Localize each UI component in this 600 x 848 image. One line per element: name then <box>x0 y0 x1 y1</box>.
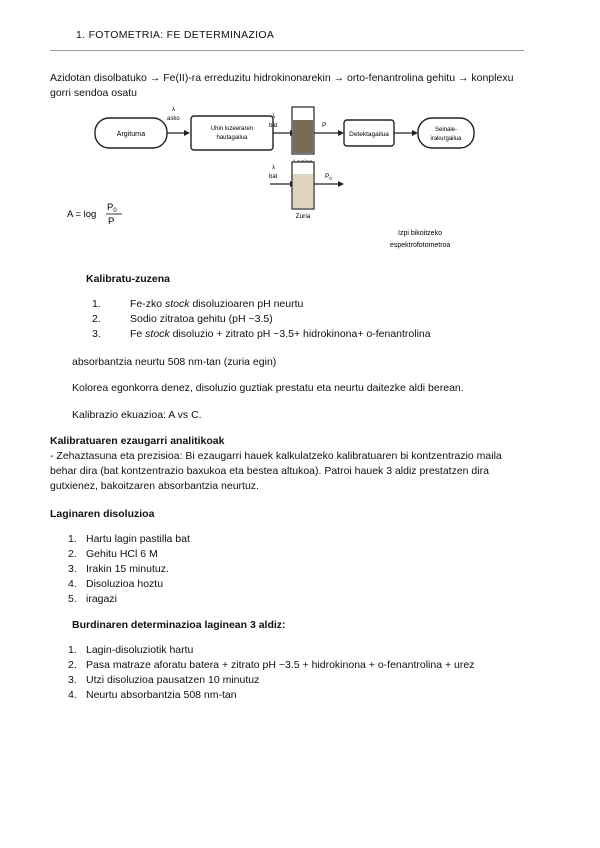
header-divider <box>50 50 524 51</box>
dissolution-step: 4. Disoluzioa hoztu <box>68 578 164 590</box>
dissolution-title: Laginaren disoluzioa <box>50 508 155 520</box>
blank-label: Zuria <box>295 213 311 220</box>
intro-line-2: gorri sendoa osatu <box>50 87 137 99</box>
detector-label: Detektagailua <box>349 131 389 138</box>
dissolution-step: 3. Irakin 15 minutuz. <box>68 563 169 575</box>
lambda-label-1: λ <box>172 107 175 113</box>
analytical-line-2: behar dira (bat kontzentrazio baxukoa eta bestea altukoa). Patroi hauek 3 aldiz prestatzen dira <box>50 465 489 477</box>
calibration-step: 1. Fe-zko stock disoluzioaren pH neurtu <box>92 298 304 310</box>
spectrophotometer-diagram <box>60 104 490 257</box>
lambda-label-3: λ <box>272 165 275 171</box>
asko-label: asko <box>167 116 180 122</box>
readout-label-1: Seinale- <box>434 127 458 133</box>
blank-cuvette <box>292 162 314 209</box>
selector-box <box>191 116 273 150</box>
dissolution-step: 1. Hartu lagin pastilla bat <box>68 533 190 545</box>
bat-label-1: bat <box>269 123 278 129</box>
iron-step: 2. Pasa matraze aforatu batera + zitrato pH ~3.5 + hidrokinona + o-fenantrolina + urez <box>68 659 475 671</box>
dissolution-step: 2. Gehitu HCl 6 M <box>68 548 158 560</box>
calibration-equation: Kalibrazio ekuazioa: A vs C. <box>72 409 202 421</box>
p-label: P <box>322 122 327 129</box>
analytical-line-1: - Zehaztasuna eta prezisioa: Bi ezaugarri hauek kalkulatzeko kalibratuaren bi kontzentrazio maila <box>50 450 502 462</box>
analytical-line-3: gutxienez, bakoitzaren absorbantzia neurtuz. <box>50 480 259 492</box>
intro-line-1: Azidotan disolbatuko → Fe(II)-ra erreduzitu hidrokinonarekin → orto-fenantrolina gehitu → konplexu <box>50 72 514 84</box>
iron-title: Burdinaren determinazioa laginean 3 aldiz: <box>72 619 286 631</box>
readout-box <box>418 118 474 148</box>
selector-label-2: hautagailua <box>216 135 248 141</box>
calibration-step: 2. Sodio zitratoa gehitu (pH ~3.5) <box>92 313 273 325</box>
readout-label-2: irakurgailua <box>430 136 462 142</box>
analytical-title: Kalibratuaren ezaugarri analitikoak <box>50 435 225 447</box>
formula-denominator: P <box>108 216 115 227</box>
caption-line-1: Izpi bikoitzeko <box>398 230 442 237</box>
absorbance-note: absorbantzia neurtu 508 nm-tan (zuria egin) <box>72 356 277 368</box>
intro-text <box>50 71 535 101</box>
bat-label-2: bat <box>269 174 278 180</box>
stability-note: Kolorea egonkorra denez, disoluzio guztiak prestatu eta neurtu daitezke aldi berean. <box>72 382 464 394</box>
selector-label-1: Uhin luzeeraren <box>210 126 254 132</box>
calibration-title: Kalibratu-zuzena <box>86 273 171 285</box>
lambda-label-2: λ <box>272 114 275 120</box>
source-label: Argiturna <box>116 131 146 138</box>
sample-cuvette <box>292 107 314 154</box>
dissolution-step: 5. iragazi <box>68 593 117 605</box>
iron-step: 4. Neurtu absorbantzia 508 nm-tan <box>68 689 237 701</box>
absorbance-formula <box>67 202 122 227</box>
calibration-step: 3. Fe stock disoluzio + zitrato pH ~3.5+ hidrokinona+ o-fenantrolina <box>92 328 431 340</box>
detector-box <box>344 120 394 146</box>
source-box <box>95 118 167 148</box>
analytical-text <box>50 449 535 494</box>
iron-step: 3. Utzi disoluzioa pausatzen 10 minutuz <box>68 674 260 686</box>
formula-numerator: $P_0$ <box>107 202 117 214</box>
page-title: 1. FOTOMETRIA: FE DETERMINAZIOA <box>76 29 275 41</box>
p0-label: $P_0$ <box>325 173 332 181</box>
formula-a: A = log <box>67 209 97 220</box>
iron-step: 1. Lagin-disoluziotik hartu <box>68 644 194 656</box>
caption-line-2: espektrofotometroa <box>390 242 451 249</box>
